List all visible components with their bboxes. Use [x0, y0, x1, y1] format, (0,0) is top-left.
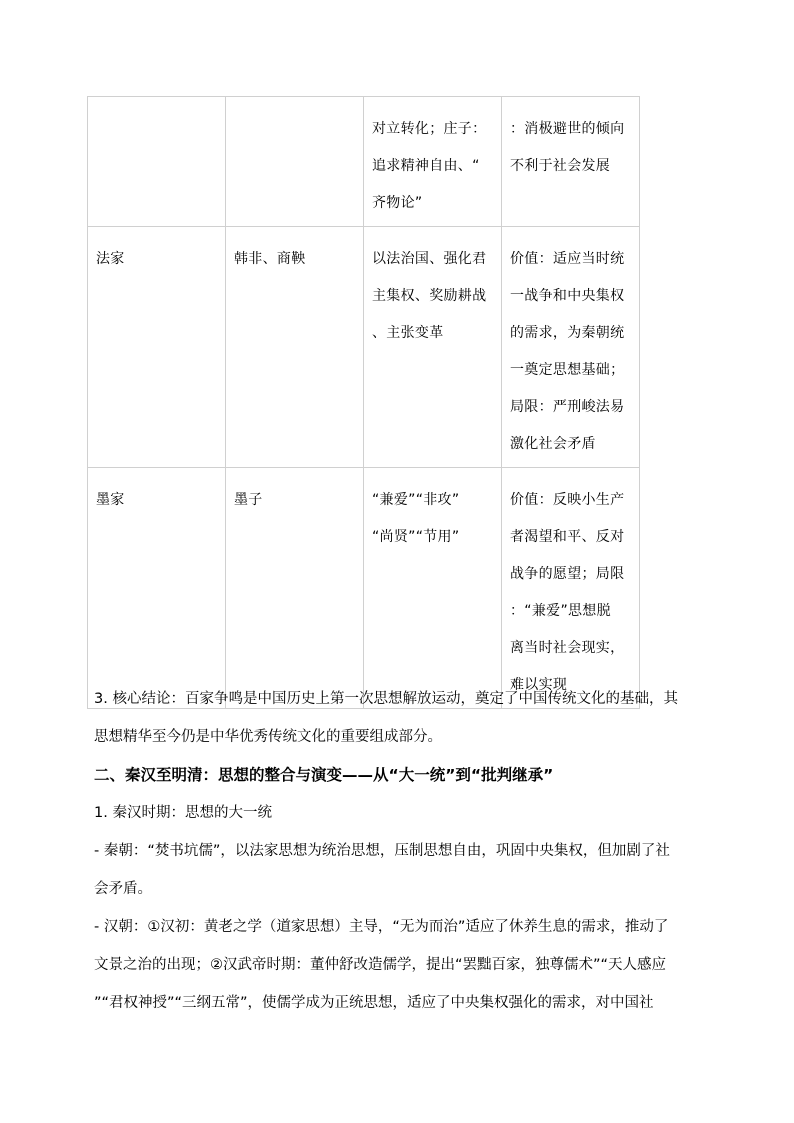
ideas-cell: 对立转化；庄子： 追求精神自由、“ 齐物论”	[364, 97, 502, 227]
qin-paragraph: - 秦朝：“焚书坑儒”，以法家思想为统治思想，压制思想自由，巩固中央集权，但加剧了社 会矛盾。	[94, 843, 670, 897]
table-row	[88, 468, 640, 709]
ideas-cell: 以法治国、强化君 主集权、奖励耕战 、主张变革	[364, 227, 502, 468]
section-heading: 二、秦汉至明清：思想的整合与演变——从“大一统”到“批判继承”	[94, 766, 554, 784]
han-paragraph: - 汉朝：①汉初：黄老之学（道家思想）主导，“无为而治”适应了休养生息的需求，推动了 文景之治的出现；②汉武帝时期：董仲舒改造儒学，提出“罢黜百家，独尊儒术”“天人感应 ”“君权神授”“三纲五常”，使儒学成为正统思想，适应了中央集权强化的需求，对中国社	[94, 919, 669, 1011]
table-row	[88, 97, 640, 227]
school-cell: 法家	[88, 227, 226, 468]
evaluation-cell: 价值：适应当时统 一战争和中央集权 的需求，为秦朝统 一奠定思想基础； 局限：严刑峻法易 激化社会矛盾	[502, 227, 640, 468]
subsection-title: 1. 秦汉时期：思想的大一统	[94, 805, 272, 821]
people-cell: 墨子	[226, 468, 364, 709]
ideas-cell: “兼爱”“非攻” “尚贤”“节用”	[364, 468, 502, 709]
school-cell	[88, 97, 226, 227]
people-cell: 韩非、商鞅	[226, 227, 364, 468]
evaluation-cell: ：消极避世的倾向 不利于社会发展	[502, 97, 640, 227]
schools-table	[87, 96, 640, 709]
evaluation-cell: 价值：反映小生产 者渴望和平、反对 战争的愿望；局限 ：“兼爱”思想脱 离当时社会现实， 难以实现	[502, 468, 640, 709]
people-cell	[226, 97, 364, 227]
table-row	[88, 227, 640, 468]
school-cell: 墨家	[88, 468, 226, 709]
conclusion-paragraph: 3. 核心结论：百家争鸣是中国历史上第一次思想解放运动，奠定了中国传统文化的基础，其 思想精华至今仍是中华优秀传统文化的重要组成部分。	[94, 691, 678, 745]
